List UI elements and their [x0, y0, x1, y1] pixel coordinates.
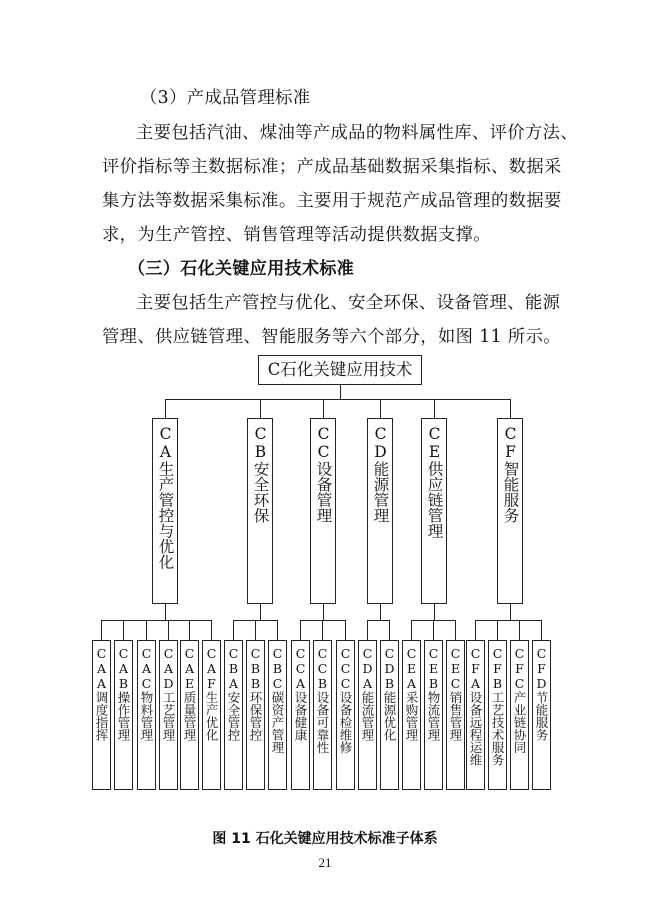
- connector-line: [168, 620, 169, 640]
- leaf-node: [137, 640, 156, 790]
- category-node: [247, 418, 273, 604]
- connector-line: [300, 620, 301, 640]
- leaf-label: CAF生产优化: [204, 646, 219, 741]
- figure-caption: 图 11 石化关键应用技术标准子体系: [212, 831, 438, 847]
- leaf-label: CBA安全管控: [226, 646, 241, 741]
- leaf-node: [224, 640, 243, 790]
- leaf-node: [532, 640, 551, 790]
- leaf-node: [488, 640, 507, 790]
- category-label: CC设备管理: [314, 425, 333, 523]
- leaf-node: [358, 640, 377, 790]
- connector-line: [233, 620, 234, 640]
- leaf-label: CFB工艺技术服务: [490, 646, 505, 766]
- connector-line: [322, 620, 323, 640]
- paragraph-line: 主要包括汽油、煤油等产成品的物料属性库、评价方法、: [136, 123, 579, 143]
- subsection-heading: （3）产成品管理标准: [140, 88, 311, 108]
- leaf-node: [402, 640, 421, 790]
- connector-line: [165, 399, 511, 400]
- leaf-node: [92, 640, 111, 790]
- leaf-label: CEA采购管理: [404, 646, 419, 741]
- leaf-label: CFC产业链协同: [512, 646, 527, 754]
- connector-line: [411, 620, 412, 640]
- connector-line: [101, 620, 102, 640]
- category-label: CD能源管理: [371, 425, 390, 523]
- connector-line: [433, 620, 434, 640]
- paragraph-line: 求，为生产管控、销售管理等活动提供数据支撑。: [102, 225, 491, 245]
- section-heading: （三）石化关键应用技术标准: [128, 259, 355, 279]
- category-label: CB安全环保: [251, 425, 270, 523]
- connector-line: [323, 604, 324, 620]
- connector-line: [165, 399, 166, 418]
- category-label: CA生产管控与优化: [156, 425, 175, 570]
- category-node: [152, 418, 178, 604]
- leaf-node: [313, 640, 332, 790]
- leaf-node: [159, 640, 178, 790]
- category-node: [310, 418, 336, 604]
- leaf-label: CAA调度指挥: [94, 646, 109, 741]
- leaf-label: CFA设备远程运维: [468, 646, 483, 766]
- connector-line: [541, 620, 542, 640]
- leaf-label: CCC设备检维修: [338, 646, 353, 754]
- page-number: 21: [318, 855, 332, 870]
- leaf-node: [180, 640, 199, 790]
- paragraph-line: 主要包括生产管控与优化、安全环保、设备管理、能源: [136, 293, 561, 313]
- leaf-label: CBC碳资产管理: [270, 646, 285, 754]
- connector-line: [189, 620, 190, 640]
- connector-line: [510, 399, 511, 418]
- leaf-label: CEC销售管理: [448, 646, 463, 741]
- leaf-label: CDA能流管理: [360, 646, 375, 741]
- leaf-label: CBB环保管控: [248, 646, 263, 741]
- leaf-label: CCA设备健康: [293, 646, 308, 741]
- leaf-label: CAD工艺管理: [161, 646, 176, 741]
- connector-line: [340, 385, 341, 399]
- connector-line: [510, 604, 511, 620]
- leaf-node: [510, 640, 529, 790]
- connector-line: [455, 620, 456, 640]
- leaf-node: [114, 640, 133, 790]
- connector-line: [255, 620, 256, 640]
- connector-line: [146, 620, 147, 640]
- connector-line: [260, 604, 261, 620]
- paragraph-line: 管理、供应链管理、智能服务等六个部分，如图 11 所示。: [102, 327, 561, 347]
- connector-line: [367, 620, 368, 640]
- category-node: [497, 418, 523, 604]
- leaf-node: [336, 640, 355, 790]
- paragraph-line: 集方法等数据采集标准。主要用于规范产成品管理的数据要: [102, 191, 562, 211]
- leaf-label: CEB物流管理: [426, 646, 441, 741]
- connector-line: [497, 620, 498, 640]
- leaf-node: [424, 640, 443, 790]
- connector-line: [101, 620, 212, 621]
- category-label: CF智能服务: [501, 425, 520, 523]
- leaf-node: [202, 640, 221, 790]
- connector-line: [475, 620, 476, 640]
- leaf-label: CAE质量管理: [182, 646, 197, 741]
- leaf-label: CDB能源优化: [382, 646, 397, 741]
- connector-line: [380, 604, 381, 620]
- leaf-node: [446, 640, 465, 790]
- leaf-node: [291, 640, 310, 790]
- leaf-label: CCB设备可靠性: [315, 646, 330, 754]
- leaf-node: [268, 640, 287, 790]
- connector-line: [519, 620, 520, 640]
- connector-line: [277, 620, 278, 640]
- leaf-label: CFD节能服务: [534, 646, 549, 741]
- diagram-root-node: C石化关键应用技术: [258, 355, 422, 385]
- category-node: [421, 418, 447, 604]
- connector-line: [260, 399, 261, 418]
- leaf-label: CAC物料管理: [139, 646, 154, 741]
- connector-line: [434, 399, 435, 418]
- connector-line: [300, 620, 346, 621]
- paragraph-line: 评价指标等主数据标准；产成品基础数据采集指标、数据采: [102, 157, 562, 177]
- connector-line: [123, 620, 124, 640]
- leaf-node: [466, 640, 485, 790]
- connector-line: [367, 620, 390, 621]
- connector-line: [211, 620, 212, 640]
- category-label: CE供应链管理: [425, 425, 444, 539]
- connector-line: [323, 399, 324, 418]
- connector-line: [434, 604, 435, 620]
- connector-line: [345, 620, 346, 640]
- leaf-node: [380, 640, 399, 790]
- connector-line: [165, 604, 166, 620]
- connector-line: [389, 620, 390, 640]
- category-node: [367, 418, 393, 604]
- connector-line: [380, 399, 381, 418]
- leaf-node: [246, 640, 265, 790]
- leaf-label: CAB操作管理: [116, 646, 131, 741]
- connector-line: [475, 620, 542, 621]
